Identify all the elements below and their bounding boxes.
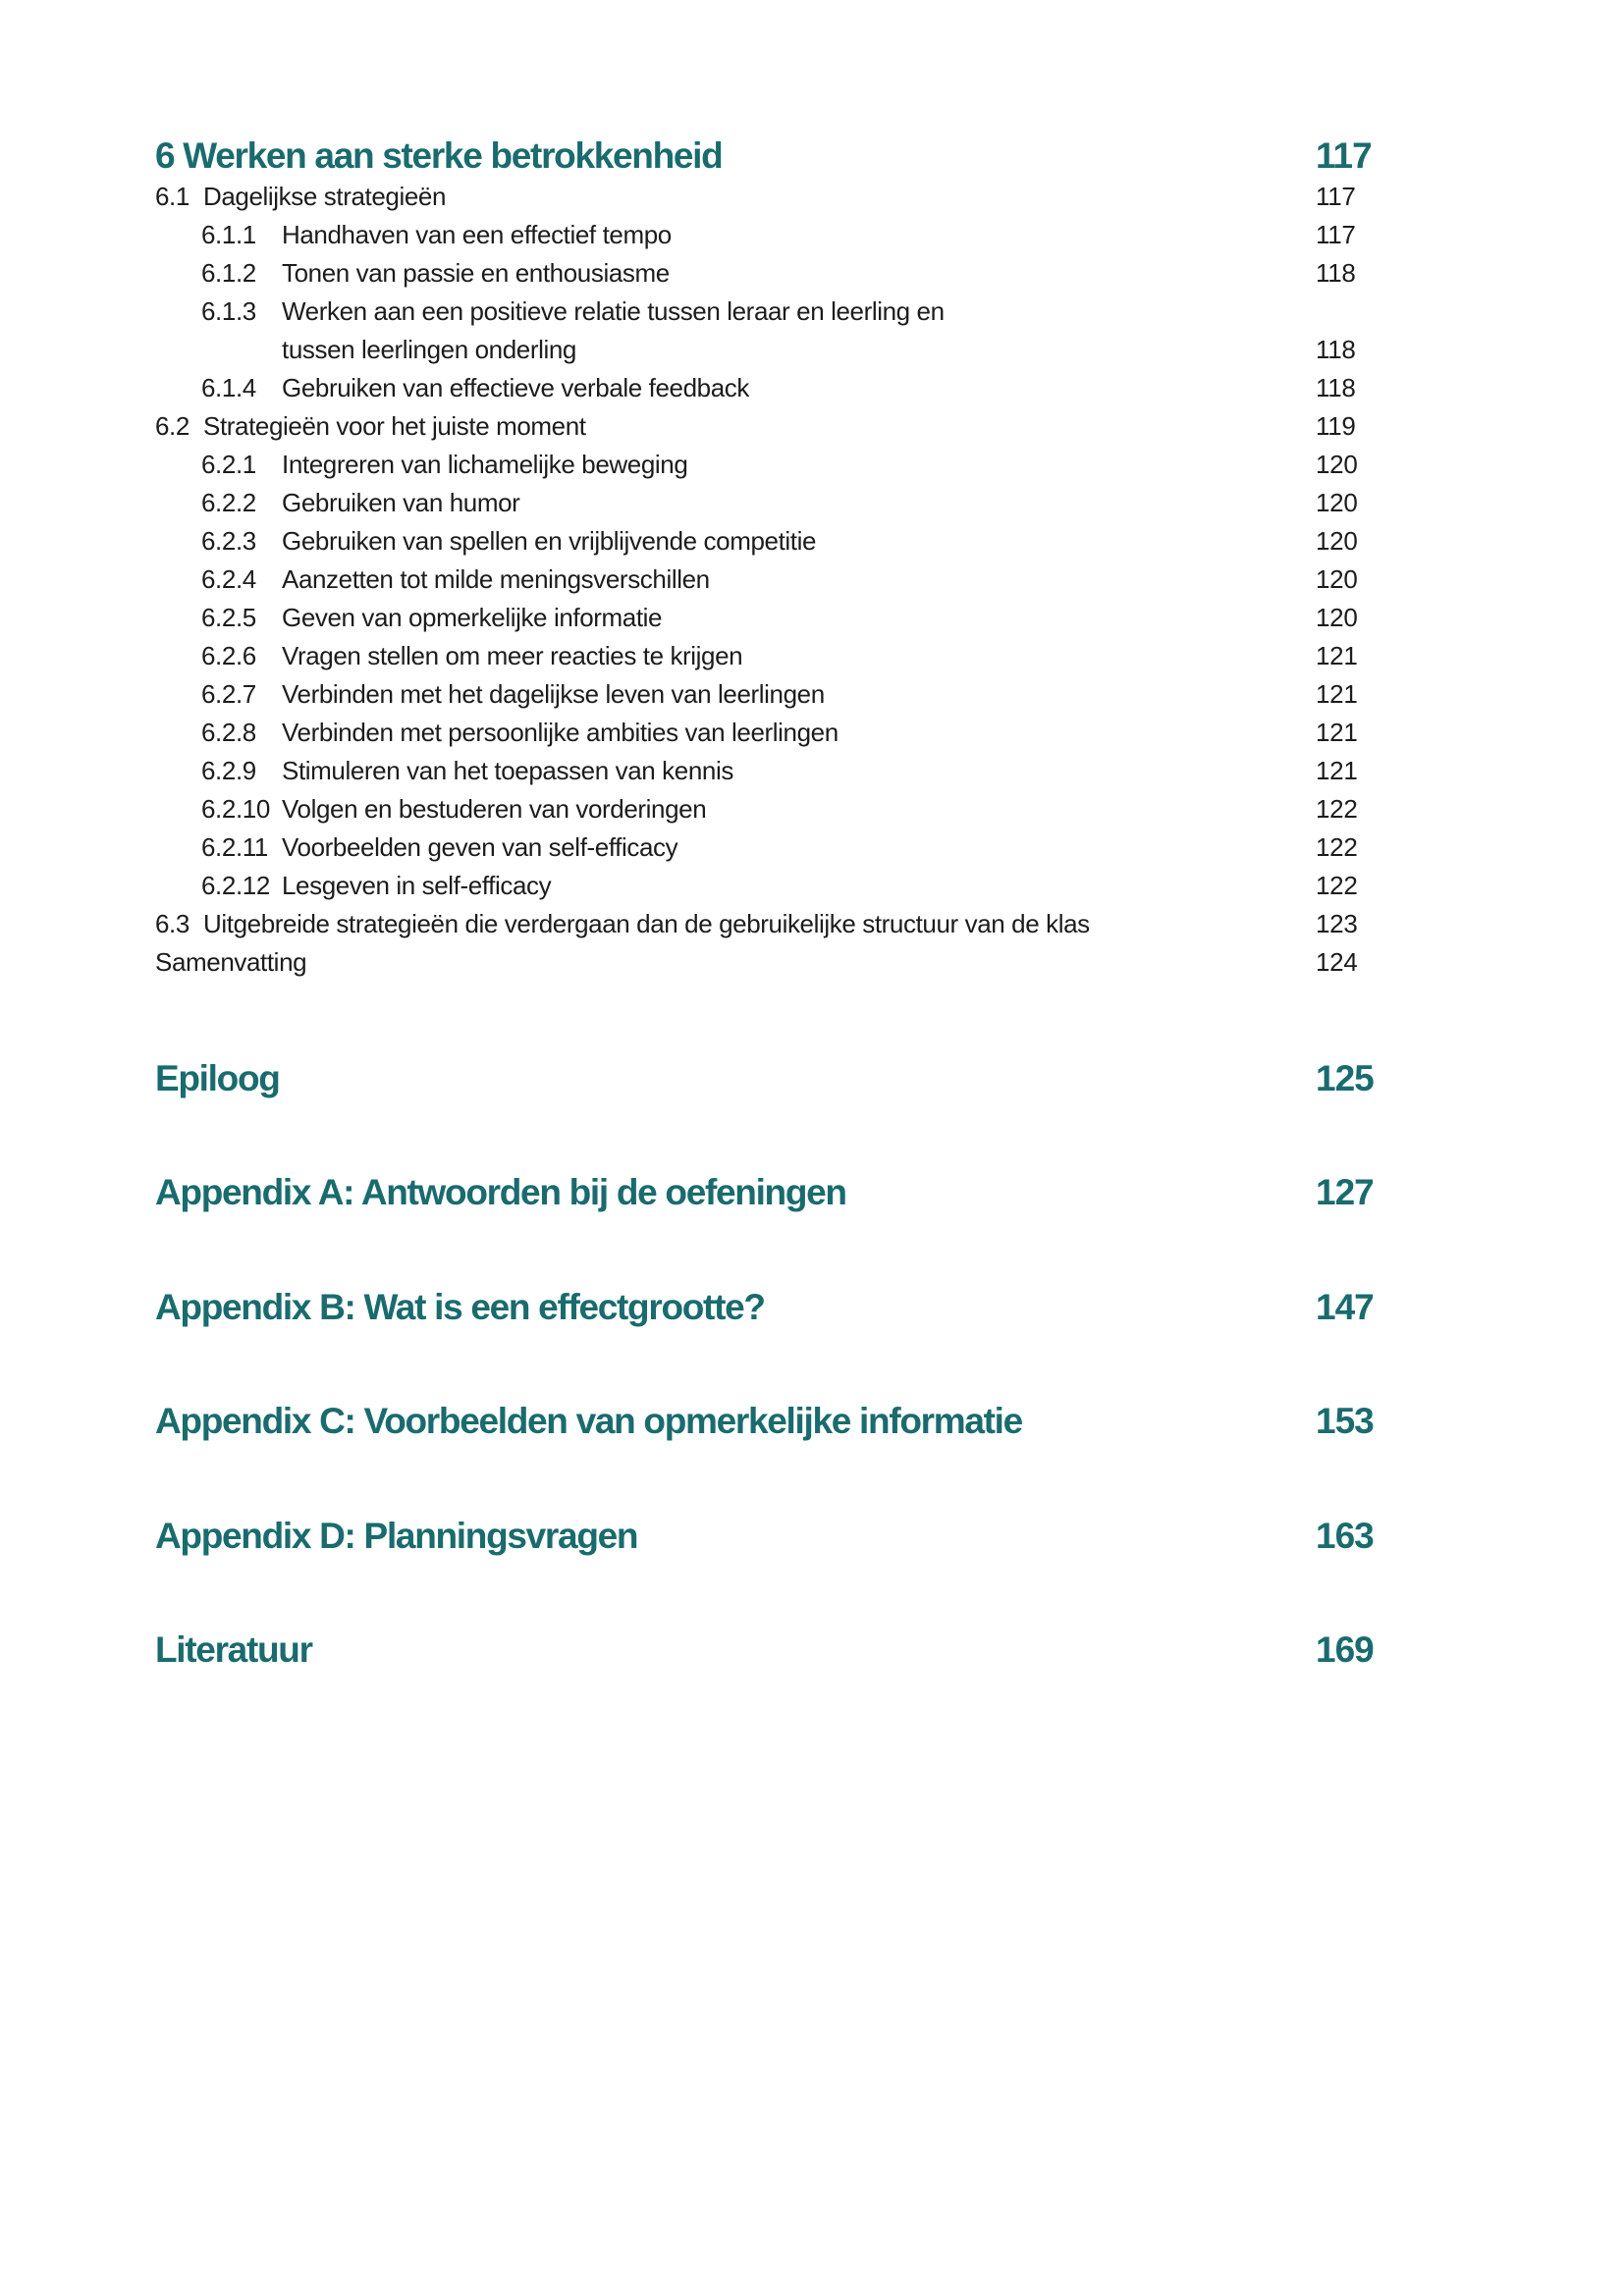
section-number: 6.1 bbox=[155, 182, 189, 211]
major-section-title: Appendix C: Voorbeelden van opmerkelijke informatie bbox=[155, 1401, 1022, 1442]
major-section-title: Literatuur bbox=[155, 1629, 312, 1670]
section-title: Volgen en bestuderen van vorderingen bbox=[282, 794, 707, 824]
toc-entry[interactable] bbox=[155, 446, 1392, 484]
section-title: Gebruiken van spellen en vrijblijvende competitie bbox=[282, 526, 817, 556]
section-title: Voorbeelden geven van self-efficacy bbox=[282, 832, 678, 862]
page-number: 120 bbox=[1316, 450, 1358, 479]
section-title: Lesgeven in self-efficacy bbox=[282, 871, 552, 900]
section-title: Tonen van passie en enthousiasme bbox=[282, 258, 670, 288]
section-number: 6.2.8 bbox=[201, 718, 256, 747]
section-title: Dagelijkse strategieën bbox=[203, 182, 447, 211]
toc-entry[interactable] bbox=[155, 216, 1392, 254]
page-number: 118 bbox=[1316, 373, 1356, 402]
page-number: 117 bbox=[1316, 182, 1356, 211]
toc-entry[interactable] bbox=[155, 828, 1392, 867]
page-number: 121 bbox=[1316, 718, 1358, 747]
section-number: 6.1.3 bbox=[201, 296, 256, 326]
section-number: 6.3 bbox=[155, 909, 189, 938]
page-number: 121 bbox=[1316, 756, 1358, 785]
page-number: 122 bbox=[1316, 871, 1358, 900]
page-number: 122 bbox=[1316, 794, 1358, 824]
toc-entry[interactable] bbox=[155, 484, 1392, 522]
page-number: 124 bbox=[1316, 947, 1358, 977]
toc-entry[interactable] bbox=[155, 407, 1392, 446]
section-title: Vragen stellen om meer reacties te krijgen bbox=[282, 641, 743, 670]
toc-entry[interactable] bbox=[155, 752, 1392, 790]
toc-entry[interactable] bbox=[155, 867, 1392, 905]
section-title: Samenvatting bbox=[155, 947, 307, 977]
section-number: 6.2.12 bbox=[201, 871, 270, 900]
toc-entry[interactable] bbox=[155, 293, 1392, 331]
page-number: 120 bbox=[1316, 488, 1358, 517]
section-number: 6.2.6 bbox=[201, 641, 256, 670]
toc-entry[interactable] bbox=[155, 254, 1392, 293]
section-number: 6.2.7 bbox=[201, 679, 256, 709]
section-title: Strategieën voor het juiste moment bbox=[203, 411, 586, 441]
toc-entries bbox=[155, 178, 1392, 982]
section-title: Verbinden met persoonlijke ambities van leerlingen bbox=[282, 718, 839, 747]
section-number: 6.1.2 bbox=[201, 258, 256, 288]
toc-entry[interactable] bbox=[155, 178, 1392, 216]
major-section-page-number: 163 bbox=[1316, 1515, 1374, 1556]
toc-entry[interactable] bbox=[155, 637, 1392, 675]
section-title: Verbinden met het dagelijkse leven van leerlingen bbox=[282, 679, 825, 709]
major-section-title: Appendix D: Planningsvragen bbox=[155, 1515, 638, 1556]
section-title: Integreren van lichamelijke beweging bbox=[282, 450, 688, 479]
page-number: 121 bbox=[1316, 641, 1358, 670]
major-section-entry[interactable] bbox=[155, 1058, 1392, 1172]
toc-entry[interactable] bbox=[155, 790, 1392, 828]
toc-entry[interactable] bbox=[155, 522, 1392, 561]
section-number: 6.2.3 bbox=[201, 526, 256, 556]
section-title: Handhaven van een effectief tempo bbox=[282, 220, 672, 249]
section-title: Uitgebreide strategieën die verdergaan dan de gebruikelijke structuur van de klas bbox=[203, 909, 1090, 938]
section-number: 6.1.4 bbox=[201, 373, 256, 402]
page-number: 122 bbox=[1316, 832, 1358, 862]
major-section-entry[interactable] bbox=[155, 1516, 1392, 1629]
section-title: Aanzetten tot milde meningsverschillen bbox=[282, 564, 710, 594]
section-number: 6.2.10 bbox=[201, 794, 270, 824]
section-title: Gebruiken van effectieve verbale feedback bbox=[282, 373, 749, 402]
major-section-page-number: 169 bbox=[1316, 1629, 1374, 1670]
section-number: 6.2.2 bbox=[201, 488, 256, 517]
toc-entry[interactable] bbox=[155, 561, 1392, 599]
section-number: 6.2.1 bbox=[201, 450, 256, 479]
major-section-entry[interactable] bbox=[155, 1287, 1392, 1401]
page-number: 117 bbox=[1316, 220, 1356, 249]
page-number: 120 bbox=[1316, 603, 1358, 632]
chapter-toc bbox=[155, 137, 1392, 982]
section-title: Stimuleren van het toepassen van kennis bbox=[282, 756, 733, 785]
section-number: 6.2.4 bbox=[201, 564, 256, 594]
major-section-entry[interactable] bbox=[155, 1629, 1392, 1743]
major-section-entry[interactable] bbox=[155, 1172, 1392, 1286]
page-number: 118 bbox=[1316, 258, 1356, 288]
section-number: 6.2.5 bbox=[201, 603, 256, 632]
section-title: Werken aan een positieve relatie tussen leraar en leerling en bbox=[282, 296, 945, 326]
back-matter-toc bbox=[155, 1058, 1392, 1743]
section-number: 6.1.1 bbox=[201, 220, 256, 249]
toc-entry[interactable] bbox=[155, 599, 1392, 637]
major-section-page-number: 147 bbox=[1316, 1286, 1374, 1327]
section-title: Geven van opmerkelijke informatie bbox=[282, 603, 663, 632]
toc-entry[interactable] bbox=[155, 675, 1392, 714]
major-section-entry[interactable] bbox=[155, 1401, 1392, 1515]
section-title-continued: tussen leerlingen onderling bbox=[282, 335, 576, 364]
major-section-title: Appendix B: Wat is een effectgrootte? bbox=[155, 1286, 765, 1327]
toc-entry[interactable] bbox=[155, 714, 1392, 752]
toc-entry[interactable] bbox=[155, 905, 1392, 943]
major-section-page-number: 153 bbox=[1316, 1401, 1374, 1442]
page-number: 120 bbox=[1316, 564, 1358, 594]
section-number: 6.2 bbox=[155, 411, 189, 441]
toc-entry[interactable] bbox=[155, 369, 1392, 407]
major-section-title: Appendix A: Antwoorden bij de oefeningen bbox=[155, 1172, 846, 1213]
chapter-page-number: 117 bbox=[1316, 135, 1372, 176]
section-number: 6.2.9 bbox=[201, 756, 256, 785]
toc-entry-continuation[interactable] bbox=[155, 331, 1392, 369]
page-number: 118 bbox=[1316, 335, 1356, 364]
page-number: 119 bbox=[1316, 411, 1356, 441]
page-number: 120 bbox=[1316, 526, 1358, 556]
chapter-heading[interactable] bbox=[155, 137, 1392, 178]
page-number: 121 bbox=[1316, 679, 1358, 709]
chapter-title: 6 Werken aan sterke betrokkenheid bbox=[155, 135, 723, 176]
section-number: 6.2.11 bbox=[201, 832, 268, 862]
major-section-title: Epiloog bbox=[155, 1058, 280, 1098]
toc-entry[interactable] bbox=[155, 943, 1392, 982]
section-title: Gebruiken van humor bbox=[282, 488, 520, 517]
major-section-page-number: 127 bbox=[1316, 1172, 1374, 1213]
major-section-page-number: 125 bbox=[1316, 1058, 1374, 1098]
page-number: 123 bbox=[1316, 909, 1358, 938]
